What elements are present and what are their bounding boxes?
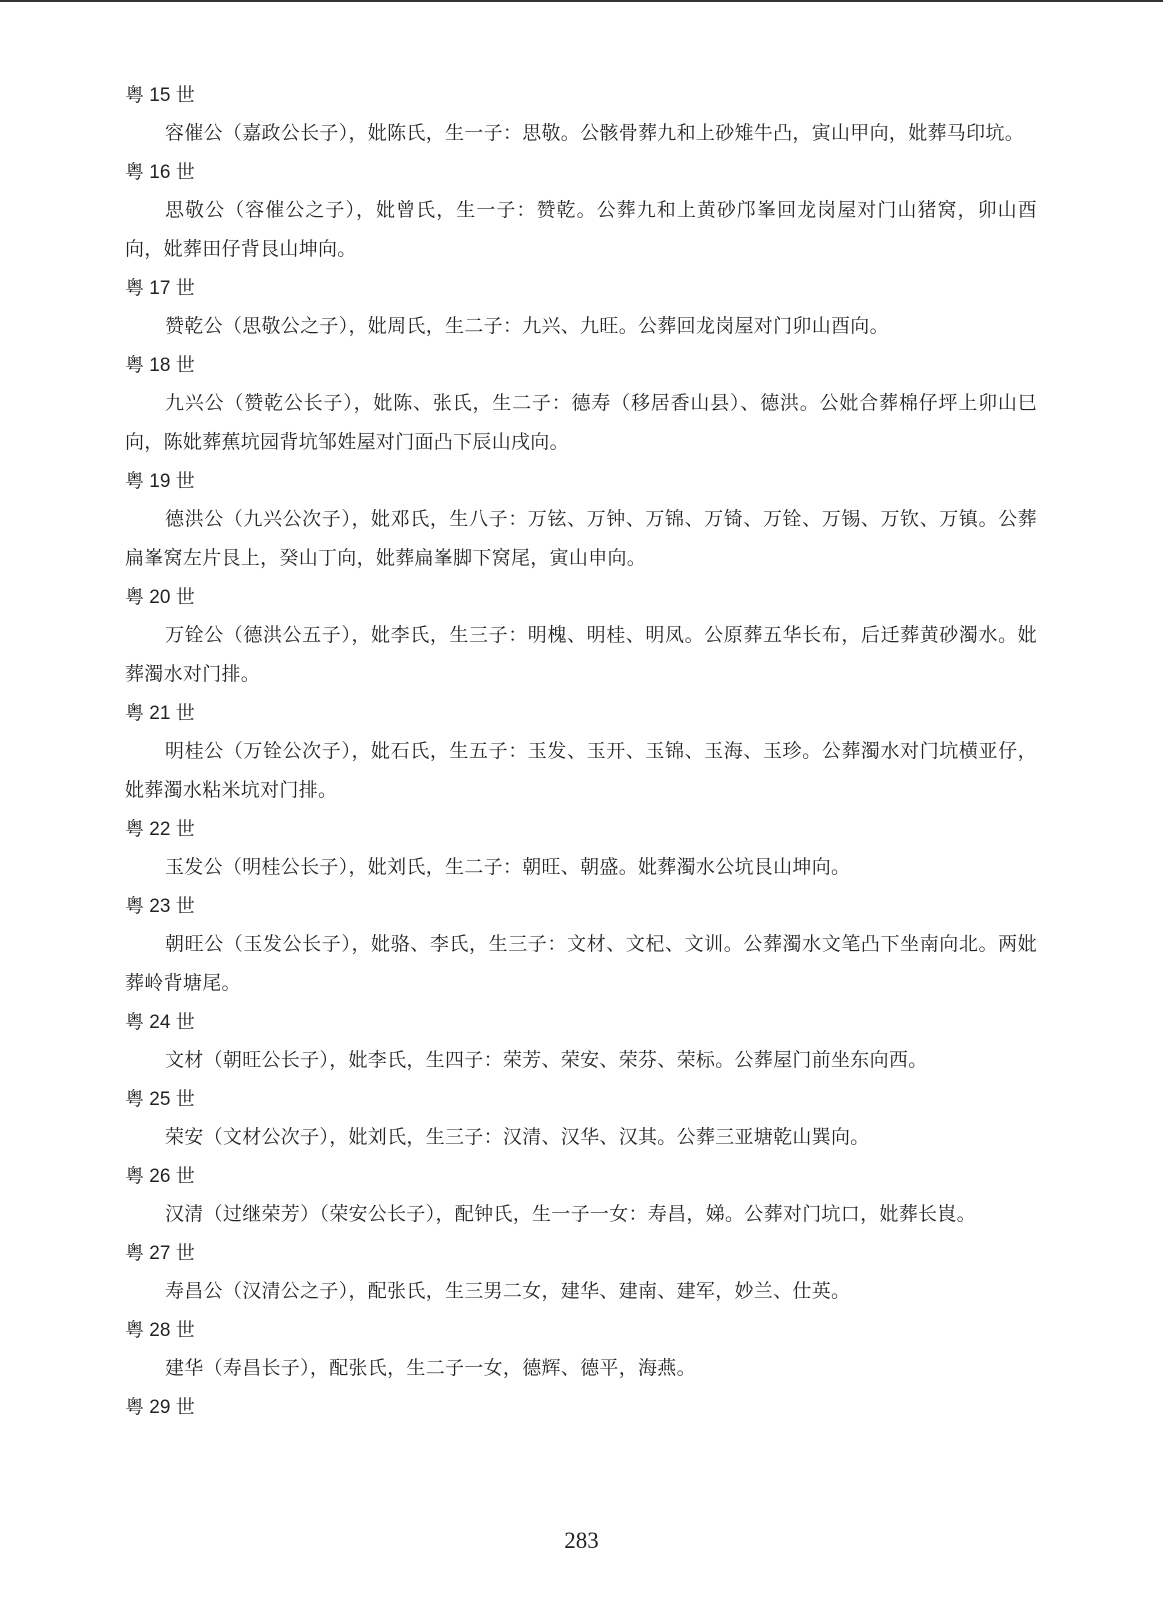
generation-entry: [125, 1390, 1037, 1426]
top-border-line: [0, 0, 1163, 2]
generation-heading: 粤 28 世: [125, 1320, 195, 1341]
generation-heading: 粤 18 世: [125, 355, 195, 376]
generation-heading: 粤 15 世: [125, 85, 195, 106]
generation-entry: [125, 889, 1037, 1003]
generation-text: 建华（寿昌长子），配张氏，生二子一女，德辉、德平，海燕。: [165, 1357, 696, 1379]
generation-text: 荣安（文材公次子），妣刘氏，生三子：汉清、汉华、汉其。公葬三亚塘乾山巽向。: [165, 1126, 870, 1148]
generation-text: 万铨公（德洪公五子），妣李氏，生三子：明槐、明桂、明凤。公原葬五华长布，后迁葬黄砂濁水。妣葬濁水对门排。: [125, 624, 1037, 685]
generation-entry: [125, 696, 1037, 810]
generation-heading: 粤 16 世: [125, 162, 195, 183]
generation-entry: [125, 812, 1037, 887]
generation-entry: [125, 1236, 1037, 1311]
genealogy-page: [125, 78, 1037, 1428]
generation-entry: [125, 464, 1037, 578]
generation-entry: [125, 348, 1037, 462]
generation-entry: [125, 155, 1037, 269]
generation-entry: [125, 580, 1037, 694]
generation-entry: [125, 1005, 1037, 1080]
generation-text: 明桂公（万铨公次子），妣石氏，生五子：玉发、玉开、玉锦、玉海、玉珍。公葬濁水对门坑横亚仔，妣葬濁水粘米坑对门排。: [125, 740, 1037, 801]
page-number: 283: [564, 1528, 599, 1553]
generation-text: 容催公（嘉政公长子），妣陈氏，生一子：思敬。公骸骨葬九和上砂雉牛凸，寅山甲向，妣葬马印坑。: [165, 122, 1025, 144]
generation-heading: 粤 20 世: [125, 587, 195, 608]
generation-heading: 粤 22 世: [125, 819, 195, 840]
generation-entry: [125, 1082, 1037, 1157]
generation-text: 玉发公（明桂公长子），妣刘氏，生二子：朝旺、朝盛。妣葬濁水公坑艮山坤向。: [165, 856, 851, 878]
generation-text: 九兴公（赞乾公长子），妣陈、张氏，生二子：德寿（移居香山县）、德洪。公妣合葬棉仔坪上卯山巳向，陈妣葬蕉坑园背坑邹姓屋对门面凸下辰山戌向。: [125, 392, 1037, 453]
generation-heading: 粤 21 世: [125, 703, 195, 724]
generation-text: 赞乾公（思敬公之子），妣周氏，生二子：九兴、九旺。公葬回龙岗屋对门卯山酉向。: [165, 315, 889, 337]
generation-heading: 粤 26 世: [125, 1166, 195, 1187]
generation-heading: 粤 29 世: [125, 1397, 195, 1418]
generation-heading: 粤 23 世: [125, 896, 195, 917]
generation-text: 朝旺公（玉发公长子），妣骆、李氏，生三子：文材、文杞、文训。公葬濁水文笔凸下坐南向北。两妣葬岭背塘尾。: [125, 933, 1037, 994]
generation-entry: [125, 1313, 1037, 1388]
generation-text: 寿昌公（汉清公之子），配张氏，生三男二女，建华、建南、建军，妙兰、仕英。: [165, 1280, 851, 1302]
generation-text: 思敬公（容催公之子），妣曾氏，生一子：赞乾。公葬九和上黄砂邝峯回龙岗屋对门山猪窝，卯山酉向，妣葬田仔背艮山坤向。: [125, 199, 1037, 260]
generation-entry: [125, 1159, 1037, 1234]
generation-text: 汉清（过继荣芳）（荣安公长子），配钟氏，生一子一女：寿昌，娣。公葬对门坑口，妣葬长崀。: [165, 1203, 976, 1225]
generation-entry: [125, 78, 1037, 153]
generation-text: 德洪公（九兴公次子），妣邓氏，生八子：万铉、万钟、万锦、万锜、万铨、万锡、万钦、万镇。公葬扁峯窝左片艮上，癸山丁向，妣葬扁峯脚下窝尾，寅山申向。: [125, 508, 1037, 569]
generation-heading: 粤 25 世: [125, 1089, 195, 1110]
generation-heading: 粤 19 世: [125, 471, 195, 492]
generation-heading: 粤 27 世: [125, 1243, 195, 1264]
generation-entry: [125, 271, 1037, 346]
generation-text: 文材（朝旺公长子），妣李氏，生四子：荣芳、荣安、荣芬、荣标。公葬屋门前坐东向西。: [165, 1049, 928, 1071]
generation-heading: 粤 24 世: [125, 1012, 195, 1033]
generation-heading: 粤 17 世: [125, 278, 195, 299]
